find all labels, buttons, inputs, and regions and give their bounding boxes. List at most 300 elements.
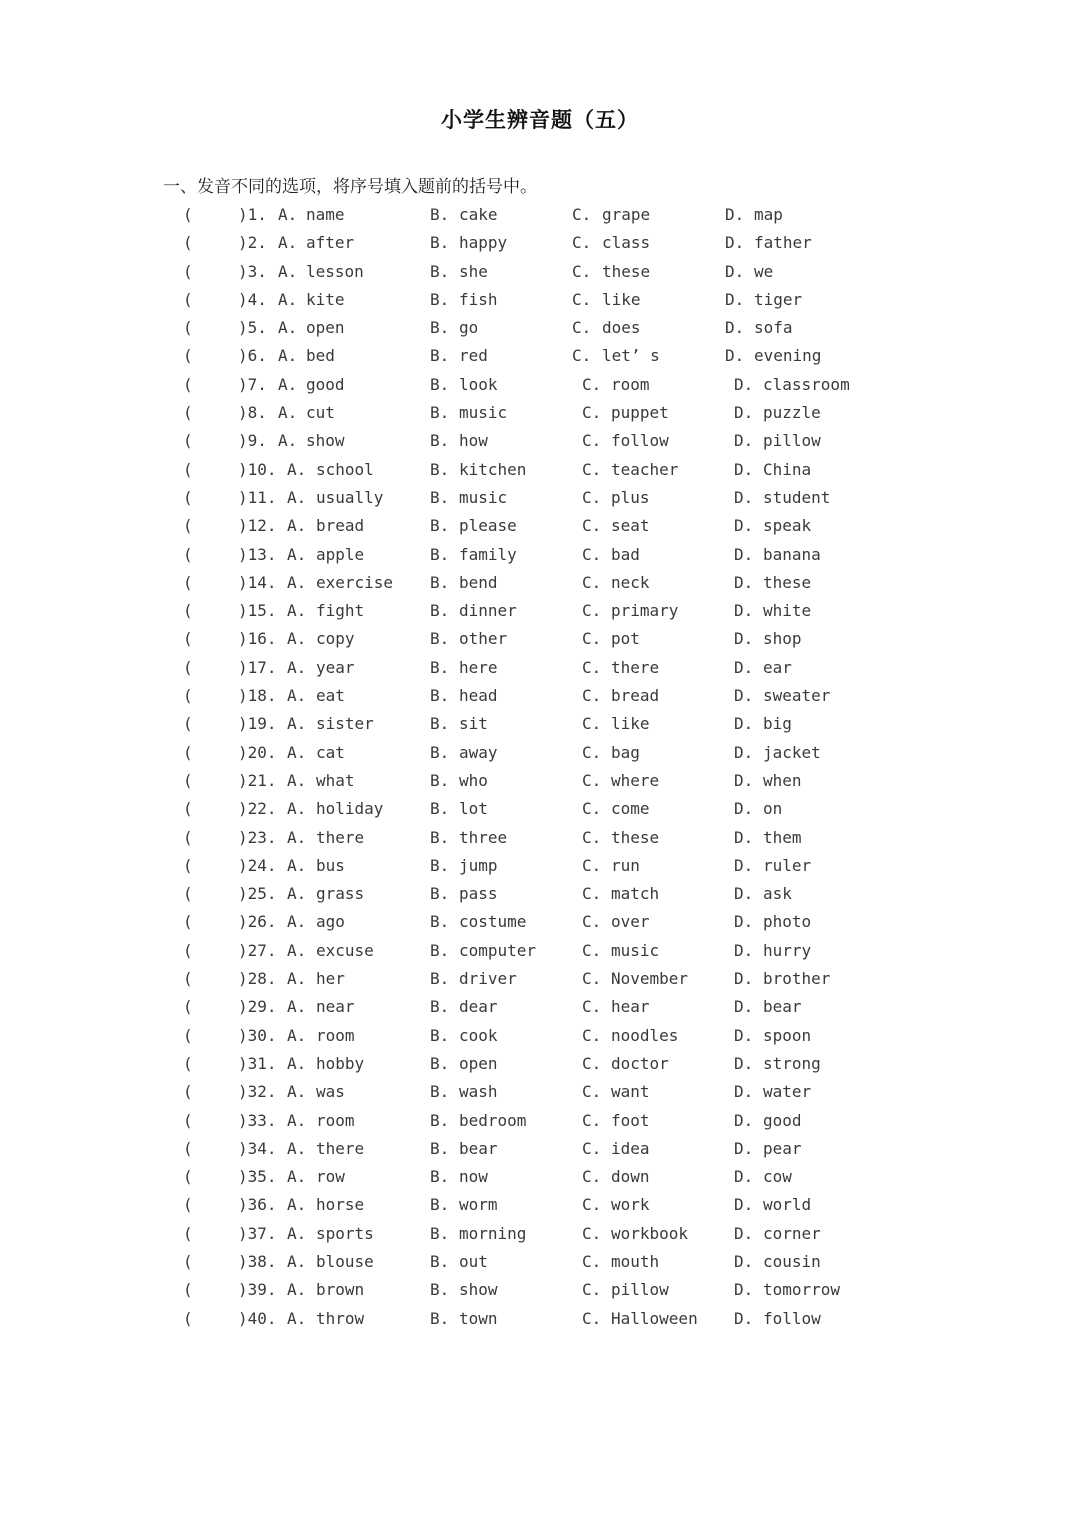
question-row [0,1305,1080,1333]
option-b-letter: B. [430,572,450,592]
option-c-word: workbook [611,1223,689,1243]
option-c-letter: C. [582,1308,602,1328]
question-number: )11. [238,487,277,507]
option-d-word: banana [763,544,821,564]
option-a-letter: A. [278,289,298,309]
option-b-letter: B. [430,1082,450,1102]
question-number: )20. [238,742,277,762]
answer-blank-open: ( [183,318,193,338]
option-d-word: map [754,205,783,224]
option-a-letter: A. [287,855,307,875]
question-row [0,710,1080,738]
option-c-letter: C. [582,1082,602,1102]
option-c-word: down [611,1167,650,1187]
option-c-letter: C. [582,374,602,394]
option-b-word: out [459,1251,488,1271]
option-d-word: cousin [763,1251,821,1271]
question-number: )17. [238,657,277,677]
option-c-letter: C. [582,657,602,677]
answer-blank-open: ( [183,770,193,790]
answer-blank-open: ( [183,912,193,932]
option-d-letter: D. [725,346,745,366]
option-b-letter: B. [430,827,450,847]
option-c-letter: C. [582,1223,602,1243]
option-d-word: jacket [763,742,821,762]
question-number: )39. [238,1280,277,1300]
option-d-word: tiger [754,289,803,309]
option-a-word: was [316,1082,345,1102]
option-d-letter: D. [734,601,754,621]
option-a-letter: A. [287,1195,307,1215]
option-b-word: music [459,403,508,423]
option-b-word: cake [459,205,498,224]
answer-blank-open: ( [183,431,193,451]
option-b-word: away [459,742,498,762]
option-b-word: she [459,261,488,281]
answer-blank-open: ( [183,601,193,621]
option-c-letter: C. [582,516,602,536]
option-a-word: room [316,1110,355,1130]
option-a-word: lesson [306,261,364,281]
option-a-word: sports [316,1223,374,1243]
question-number: )27. [238,940,277,960]
option-a-word: open [306,318,345,338]
option-a-letter: A. [278,318,298,338]
option-d-word: white [763,601,812,621]
option-d-letter: D. [734,969,754,989]
option-a-word: bus [316,855,345,875]
question-row [0,993,1080,1021]
option-d-letter: D. [734,1110,754,1130]
option-a-letter: A. [278,431,298,451]
option-c-letter: C. [582,1280,602,1300]
option-a-letter: A. [287,629,307,649]
question-row [0,512,1080,540]
question-number: )37. [238,1223,277,1243]
option-d-word: evening [754,346,822,366]
option-c-letter: C. [572,289,592,309]
option-b-letter: B. [430,1025,450,1045]
option-a-word: bread [316,516,365,536]
answer-blank-open: ( [183,403,193,423]
option-b-word: jump [459,855,498,875]
option-d-letter: D. [734,742,754,762]
answer-blank-open: ( [183,233,193,253]
option-c-word: November [611,969,689,989]
question-number: )8. [238,403,267,423]
option-a-letter: A. [287,487,307,507]
option-d-letter: D. [734,827,754,847]
question-number: )36. [238,1195,277,1215]
option-a-letter: A. [287,827,307,847]
option-a-word: year [316,657,355,677]
option-a-word: there [316,1138,365,1158]
page-title: 小学生辨音题（五） [441,107,639,132]
option-d-letter: D. [734,403,754,423]
question-number: )13. [238,544,277,564]
option-c-letter: C. [582,1110,602,1130]
option-d-letter: D. [734,912,754,932]
answer-blank-open: ( [183,1251,193,1271]
option-b-word: driver [459,969,517,989]
question-row [0,229,1080,257]
option-d-letter: D. [734,799,754,819]
option-d-letter: D. [734,714,754,734]
option-d-word: we [754,261,774,281]
option-a-word: kite [306,289,345,309]
option-d-word: speak [763,516,812,536]
option-a-word: apple [316,544,365,564]
option-a-letter: A. [287,1110,307,1130]
answer-blank-open: ( [183,346,193,366]
option-c-word: work [611,1195,650,1215]
question-row [0,1191,1080,1219]
option-d-word: spoon [763,1025,812,1045]
option-b-word: how [459,431,488,451]
option-b-letter: B. [430,544,450,564]
option-a-word: row [316,1167,345,1187]
question-number: )18. [238,686,277,706]
option-a-word: cat [316,742,345,762]
option-c-letter: C. [572,205,592,224]
question-row [0,541,1080,569]
question-number: )31. [238,1053,277,1073]
option-d-word: these [763,572,812,592]
option-a-word: there [316,827,365,847]
option-d-letter: D. [734,1195,754,1215]
answer-blank-open: ( [183,714,193,734]
option-b-letter: B. [430,1223,450,1243]
option-d-word: cow [763,1167,792,1187]
option-a-word: ago [316,912,345,932]
option-a-letter: A. [287,997,307,1017]
option-c-letter: C. [572,318,592,338]
option-d-letter: D. [734,657,754,677]
option-d-word: bear [763,997,802,1017]
option-b-word: here [459,657,498,677]
option-a-letter: A. [287,1308,307,1328]
option-d-letter: D. [734,487,754,507]
option-d-letter: D. [725,205,745,224]
option-a-word: hobby [316,1053,365,1073]
option-a-word: school [316,459,374,479]
question-row [0,739,1080,767]
option-c-letter: C. [582,742,602,762]
option-d-word: student [763,487,831,507]
option-a-letter: A. [287,657,307,677]
option-c-letter: C. [582,686,602,706]
option-c-word: like [602,289,641,309]
question-row [0,286,1080,314]
option-d-letter: D. [734,459,754,479]
answer-blank-open: ( [183,1138,193,1158]
option-c-word: seat [611,516,650,536]
question-number: )1. [238,205,267,224]
option-a-letter: A. [287,884,307,904]
question-row [0,1022,1080,1050]
option-c-word: grape [602,205,651,224]
question-number: )4. [238,289,267,309]
question-row [0,371,1080,399]
option-b-letter: B. [430,346,450,366]
option-a-word: fight [316,601,365,621]
option-d-letter: D. [734,855,754,875]
option-d-letter: D. [734,572,754,592]
option-c-word: does [602,318,641,338]
option-a-letter: A. [287,1138,307,1158]
option-b-word: please [459,516,517,536]
option-b-word: bedroom [459,1110,527,1130]
question-number: )23. [238,827,277,847]
option-d-word: sofa [754,318,793,338]
option-b-letter: B. [430,714,450,734]
option-c-word: plus [611,487,650,507]
option-a-word: holiday [316,799,384,819]
option-a-word: good [306,374,345,394]
question-number: )12. [238,516,277,536]
option-c-letter: C. [582,431,602,451]
question-number: )2. [238,233,267,253]
option-b-letter: B. [430,1138,450,1158]
option-b-word: who [459,770,488,790]
option-a-letter: A. [287,1053,307,1073]
option-a-letter: A. [287,1251,307,1271]
option-c-word: music [611,940,660,960]
question-row [0,399,1080,427]
question-number: )33. [238,1110,277,1130]
option-c-word: run [611,855,640,875]
option-c-word: Halloween [611,1308,698,1328]
option-c-letter: C. [582,912,602,932]
option-d-letter: D. [734,1280,754,1300]
option-d-word: sweater [763,686,831,706]
option-d-word: water [763,1082,812,1102]
option-b-word: lot [459,799,488,819]
answer-blank-open: ( [183,1053,193,1073]
option-a-word: exercise [316,572,394,592]
option-b-letter: B. [430,969,450,989]
question-row [0,852,1080,880]
option-b-letter: B. [430,657,450,677]
option-d-letter: D. [734,431,754,451]
option-b-word: music [459,487,508,507]
option-a-word: sister [316,714,374,734]
option-a-letter: A. [287,799,307,819]
option-d-word: big [763,714,792,734]
option-d-word: brother [763,969,831,989]
option-a-letter: A. [287,1223,307,1243]
option-a-word: cut [306,403,335,423]
question-number: )6. [238,346,267,366]
question-row [0,1220,1080,1248]
option-c-word: match [611,884,660,904]
option-b-letter: B. [430,374,450,394]
option-b-word: bear [459,1138,498,1158]
option-c-letter: C. [582,1167,602,1187]
option-b-word: red [459,346,488,366]
option-a-letter: A. [287,544,307,564]
option-a-letter: A. [287,516,307,536]
option-a-letter: A. [278,233,298,253]
question-number: )24. [238,855,277,875]
option-a-letter: A. [287,912,307,932]
option-c-letter: C. [582,487,602,507]
option-c-letter: C. [582,1138,602,1158]
option-d-letter: D. [734,1308,754,1328]
question-row [0,625,1080,653]
option-d-letter: D. [725,233,745,253]
option-b-letter: B. [430,487,450,507]
option-b-letter: B. [430,629,450,649]
option-a-letter: A. [278,261,298,281]
option-c-letter: C. [582,403,602,423]
option-a-letter: A. [287,969,307,989]
option-b-word: three [459,827,508,847]
option-b-letter: B. [430,403,450,423]
option-a-letter: A. [287,1280,307,1300]
question-number: )7. [238,374,267,394]
option-c-letter: C. [582,1053,602,1073]
option-b-letter: B. [430,884,450,904]
option-d-letter: D. [734,997,754,1017]
question-number: )10. [238,459,277,479]
answer-blank-open: ( [183,544,193,564]
option-a-letter: A. [278,205,298,224]
option-c-letter: C. [582,459,602,479]
option-a-word: grass [316,884,365,904]
option-b-word: wash [459,1082,498,1102]
option-b-letter: B. [430,912,450,932]
option-c-word: pot [611,629,640,649]
option-d-letter: D. [725,318,745,338]
option-c-word: noodles [611,1025,679,1045]
question-row [0,654,1080,682]
option-b-letter: B. [430,318,450,338]
option-b-letter: B. [430,431,450,451]
option-a-word: her [316,969,345,989]
question-row [0,456,1080,484]
question-row [0,795,1080,823]
option-a-word: blouse [316,1251,374,1271]
option-c-letter: C. [582,544,602,564]
answer-blank-open: ( [183,1167,193,1187]
option-c-word: foot [611,1110,650,1130]
option-d-word: shop [763,629,802,649]
option-a-letter: A. [278,403,298,423]
option-c-word: come [611,799,650,819]
answer-blank-open: ( [183,997,193,1017]
answer-blank-open: ( [183,516,193,536]
question-row [0,682,1080,710]
option-c-letter: C. [582,572,602,592]
option-d-letter: D. [734,1025,754,1045]
option-b-word: dinner [459,601,517,621]
option-c-word: mouth [611,1251,660,1271]
option-a-word: near [316,997,355,1017]
option-a-letter: A. [278,346,298,366]
section-instructions: 一、发音不同的选项，将序号填入题前的括号中。 [163,177,537,197]
option-b-word: pass [459,884,498,904]
option-d-word: classroom [763,374,850,394]
option-c-word: follow [611,431,669,451]
question-number: )32. [238,1082,277,1102]
option-b-word: dear [459,997,498,1017]
option-a-letter: A. [278,374,298,394]
option-c-letter: C. [582,969,602,989]
answer-blank-open: ( [183,1280,193,1300]
question-row [0,314,1080,342]
option-c-word: there [611,657,660,677]
answer-blank-open: ( [183,855,193,875]
option-b-letter: B. [430,1280,450,1300]
answer-blank-open: ( [183,459,193,479]
answer-blank-open: ( [183,884,193,904]
option-a-word: name [306,205,345,224]
option-b-letter: B. [430,742,450,762]
option-b-letter: B. [430,233,450,253]
option-c-word: doctor [611,1053,669,1073]
option-c-letter: C. [582,601,602,621]
option-b-word: go [459,318,479,338]
option-c-word: these [602,261,651,281]
option-b-letter: B. [430,516,450,536]
answer-blank-open: ( [183,940,193,960]
option-b-word: cook [459,1025,498,1045]
question-row [0,965,1080,993]
question-row [0,201,1080,229]
option-c-letter: C. [582,629,602,649]
option-b-word: fish [459,289,498,309]
question-row [0,937,1080,965]
option-b-word: worm [459,1195,498,1215]
option-d-word: when [763,770,802,790]
option-b-letter: B. [430,997,450,1017]
option-d-word: follow [763,1308,821,1328]
option-a-letter: A. [287,714,307,734]
question-number: )5. [238,318,267,338]
option-b-word: look [459,374,498,394]
option-a-letter: A. [287,1167,307,1187]
question-number: )26. [238,912,277,932]
option-c-letter: C. [582,855,602,875]
option-c-word: over [611,912,650,932]
option-d-word: China [763,459,812,479]
option-a-word: throw [316,1308,365,1328]
question-number: )25. [238,884,277,904]
option-b-word: other [459,629,508,649]
question-number: )40. [238,1308,277,1328]
answer-blank-open: ( [183,1223,193,1243]
option-b-word: computer [459,940,537,960]
option-c-word: let’ s [602,346,660,366]
question-number: )28. [238,969,277,989]
answer-blank-open: ( [183,742,193,762]
option-c-letter: C. [582,799,602,819]
option-a-word: show [306,431,345,451]
option-d-letter: D. [734,1251,754,1271]
option-d-letter: D. [734,884,754,904]
option-b-word: happy [459,233,508,253]
answer-blank-open: ( [183,289,193,309]
option-b-word: head [459,686,498,706]
option-c-word: where [611,770,660,790]
option-b-word: kitchen [459,459,527,479]
answer-blank-open: ( [183,1308,193,1328]
option-a-word: brown [316,1280,365,1300]
option-d-letter: D. [734,1138,754,1158]
option-a-word: after [306,233,355,253]
option-b-letter: B. [430,601,450,621]
